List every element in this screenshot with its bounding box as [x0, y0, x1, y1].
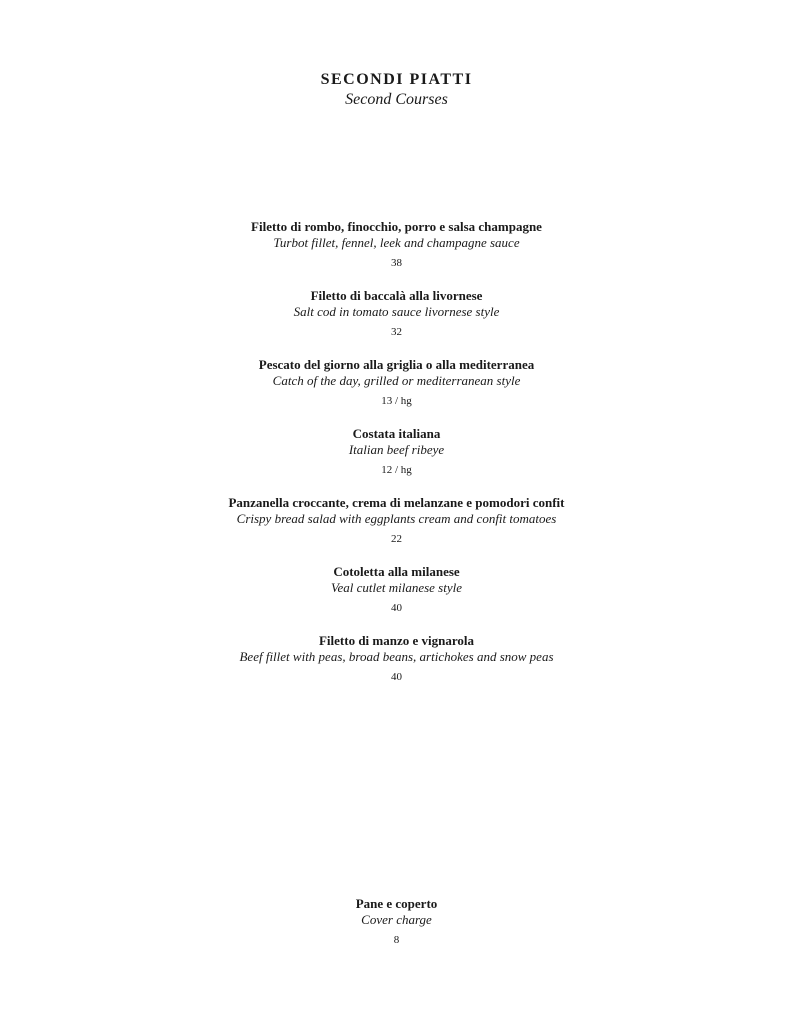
menu-item-panzanella — [0, 495, 793, 546]
item-price: 40 — [391, 671, 402, 683]
cover-charge-description: Cover charge — [361, 912, 432, 927]
menu-item-pescato — [0, 357, 793, 408]
item-name: Pescato del giorno alla griglia o alla mediterranea — [258, 357, 535, 372]
cover-charge — [0, 896, 793, 947]
item-name: Filetto di baccalà alla livornese — [310, 288, 483, 303]
item-description: Veal cutlet milanese style — [330, 580, 463, 595]
item-name: Filetto di rombo, finocchio, porro e salsa champagne — [251, 219, 542, 234]
menu-list — [0, 219, 793, 702]
item-name: Filetto di manzo e vignarola — [318, 633, 475, 648]
item-description: Turbot fillet, fennel, leek and champagne sauce — [273, 235, 520, 250]
item-description: Catch of the day, grilled or mediterranean style — [272, 373, 521, 388]
item-description: Italian beef ribeye — [348, 442, 445, 457]
cover-charge-name: Pane e coperto — [355, 896, 438, 911]
item-price: 13 / hg — [381, 395, 412, 407]
item-name: Panzanella croccante, crema di melanzane e pomodori confit — [228, 495, 565, 510]
menu-item-filetto-manzo — [0, 633, 793, 684]
item-description: Crispy bread salad with eggplants cream and confit tomatoes — [236, 511, 557, 526]
menu-item-baccala — [0, 288, 793, 339]
item-price: 40 — [391, 602, 402, 614]
item-description: Beef fillet with peas, broad beans, artichokes and snow peas — [239, 649, 554, 664]
item-price: 32 — [391, 326, 402, 338]
item-description: Salt cod in tomato sauce livornese style — [293, 304, 500, 319]
menu-item-costata — [0, 426, 793, 477]
section-header — [0, 70, 793, 110]
item-name: Cotoletta alla milanese — [333, 564, 460, 579]
cover-charge-price: 8 — [393, 934, 400, 946]
section-subtitle: Second Courses — [345, 91, 448, 108]
menu-item-rombo — [0, 219, 793, 270]
section-title: SECONDI PIATTI — [320, 71, 473, 88]
item-price: 38 — [391, 257, 402, 269]
item-name: Costata italiana — [352, 426, 441, 441]
item-price: 22 — [391, 533, 402, 545]
item-price: 12 / hg — [381, 464, 412, 476]
menu-item-cotoletta — [0, 564, 793, 615]
